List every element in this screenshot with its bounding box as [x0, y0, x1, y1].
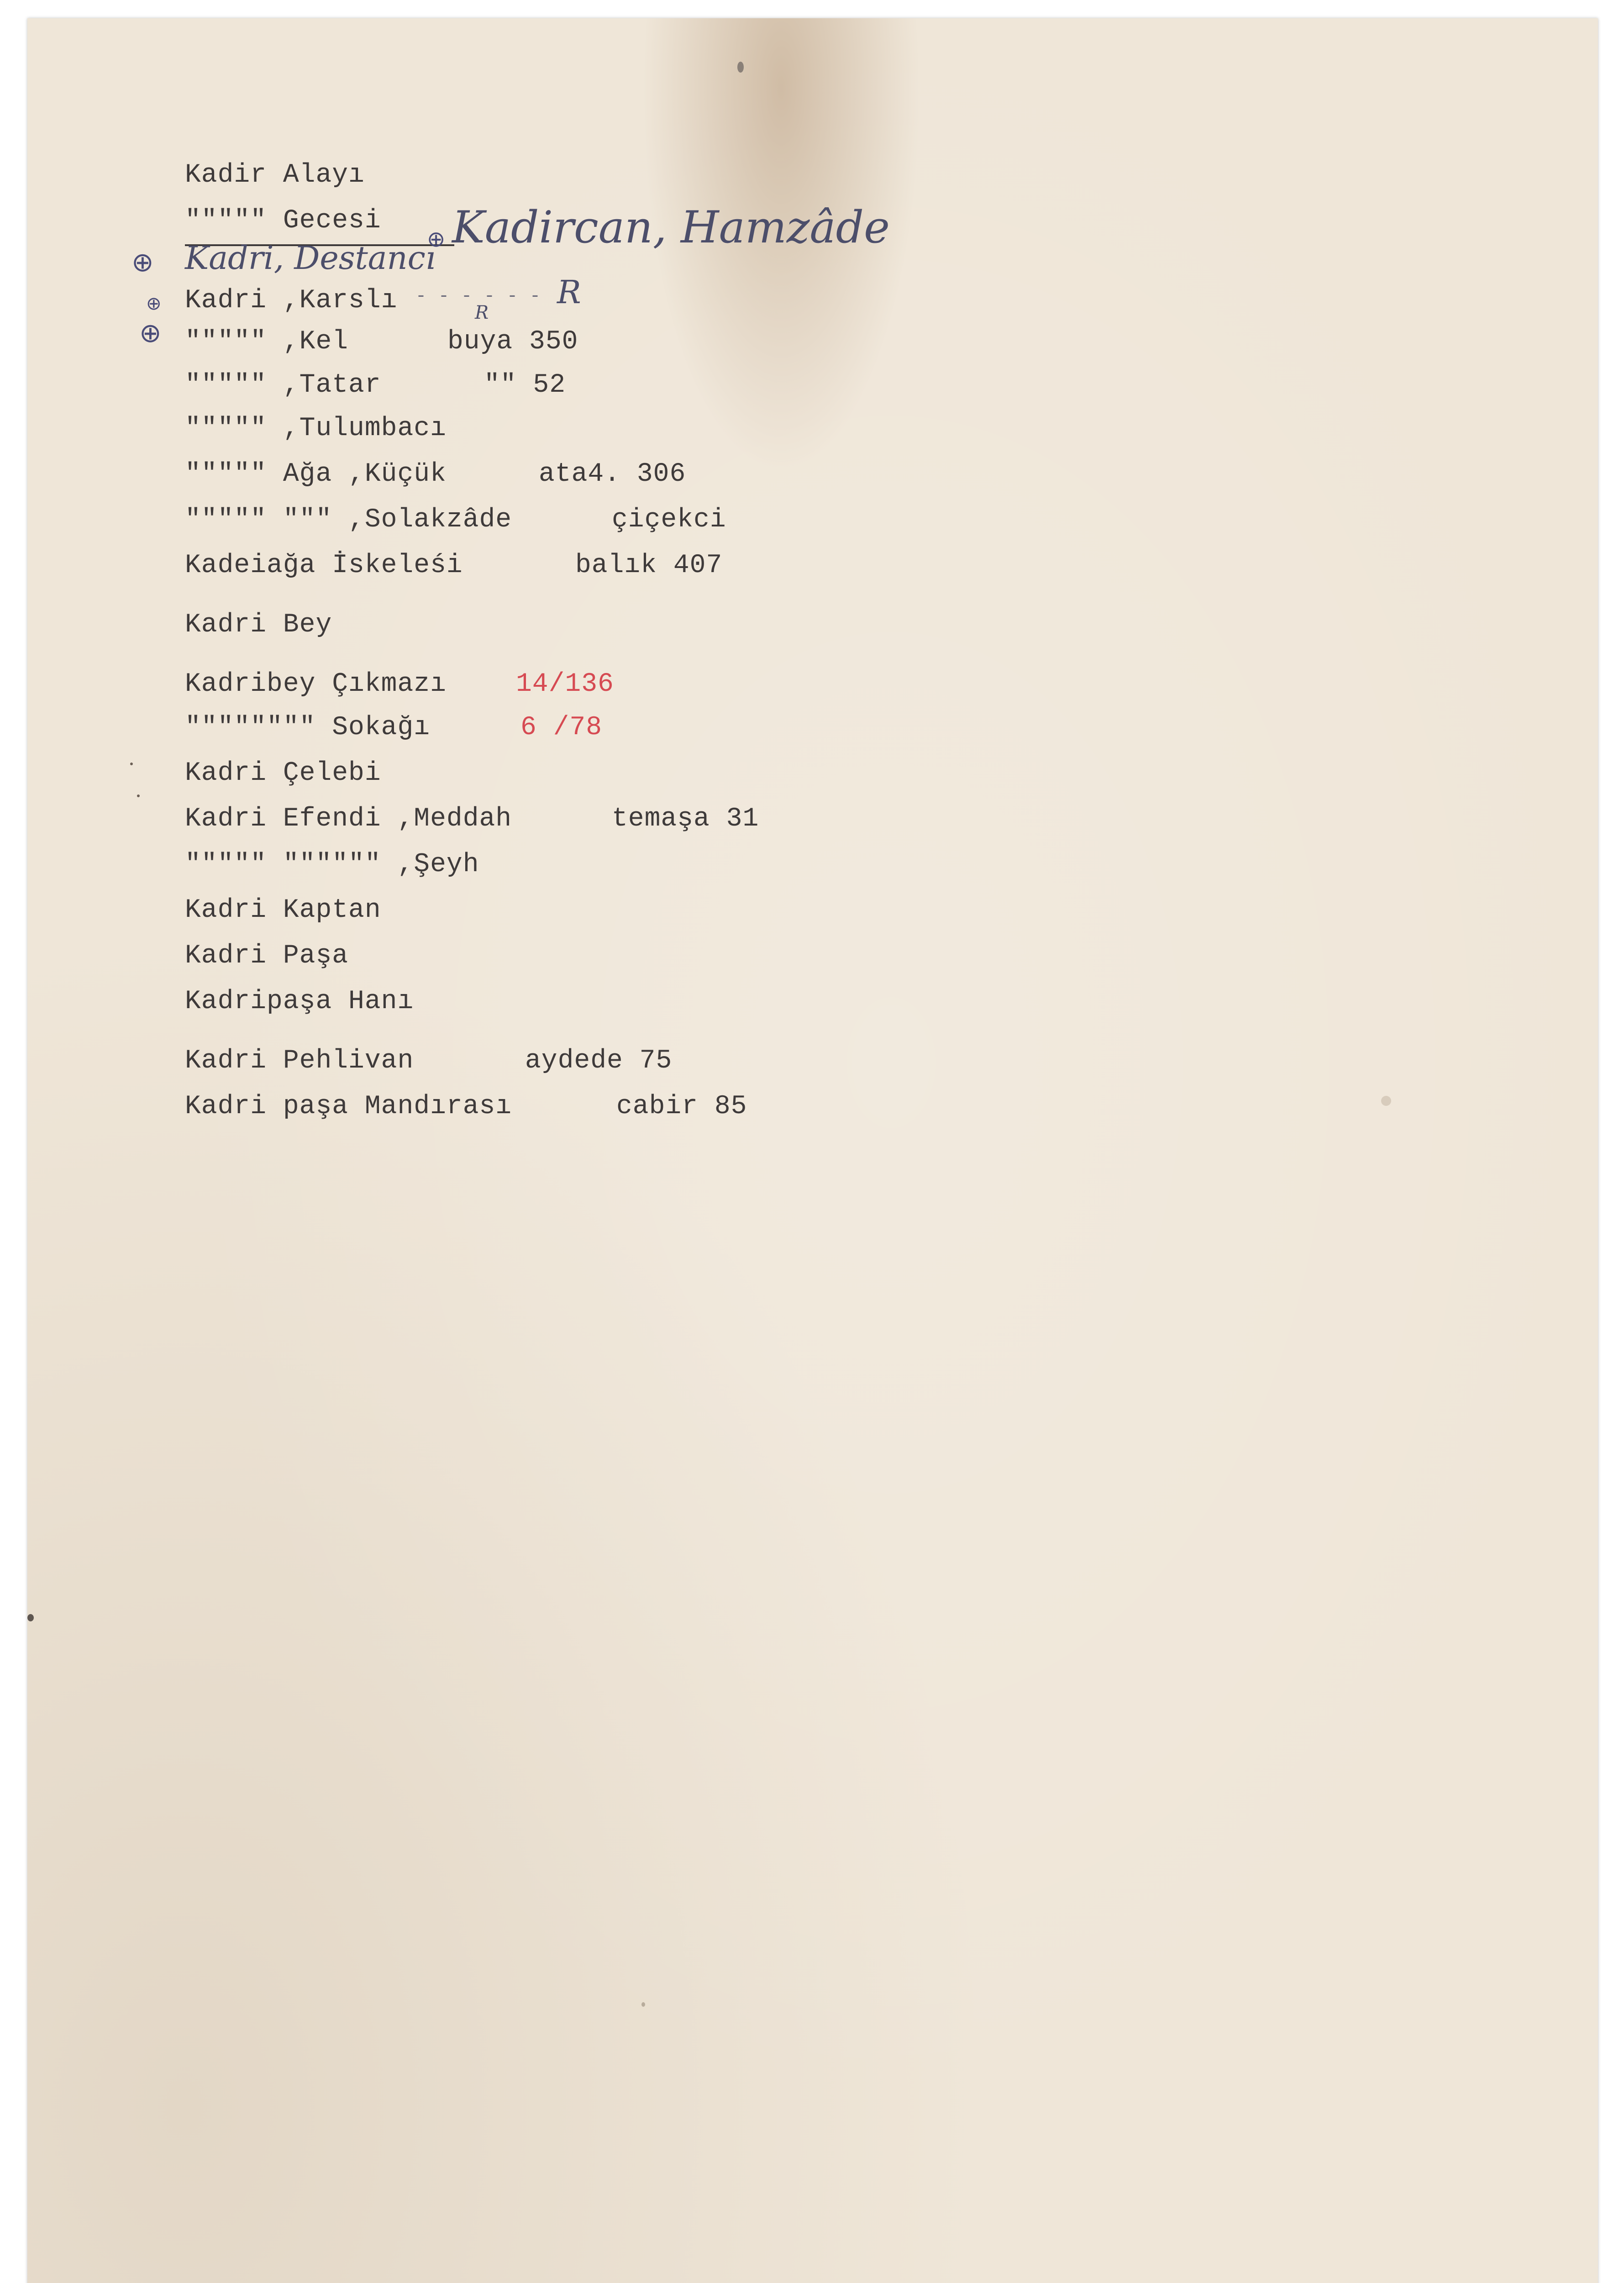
- entry-seyh: """"" """""" ,Şeyh: [185, 850, 479, 879]
- entry-kadir-alayi: Kadir Alayı: [185, 160, 365, 190]
- karsli-dashes: - - - - - -: [415, 286, 541, 307]
- entry-kadri-efendi: Kadri Efendi ,Meddah: [185, 804, 512, 834]
- entry-solakzade: """"" """ ,Solakzâde: [185, 505, 512, 535]
- entry-aga-kucuk-ref: ata4. 306: [539, 459, 686, 489]
- entry-kel: """"" ,Kel: [185, 327, 349, 357]
- entry-kadripasa-hani: Kadripaşa Hanı: [185, 987, 414, 1016]
- entry-kadeiaga-iskelesi: Kadeiağa İskeleśi: [185, 551, 463, 580]
- handwritten-kadri-destanci: Kadri, Destancı: [185, 239, 436, 277]
- paper-speck: [27, 1614, 34, 1621]
- entry-tatar: """"" ,Tatar: [185, 370, 381, 400]
- entry-aga-kucuk: """"" Ağa ,Küçük: [185, 459, 447, 489]
- paper-speck: [137, 794, 140, 797]
- entry-kadri-pasa: Kadri Paşa: [185, 941, 349, 971]
- entry-kadri-kaptan: Kadri Kaptan: [185, 895, 381, 925]
- entry-kadri-karsli: Kadri ,Karslı: [185, 286, 398, 316]
- entry-kadri-pasa-mandirasi: Kadri paşa Mandırası: [185, 1092, 512, 1121]
- entry-kadri-celebi: Kadri Çelebi: [185, 758, 381, 788]
- entry-kadri-bey: Kadri Bey: [185, 610, 332, 640]
- circle-plus-icon: ⊕: [139, 317, 162, 348]
- entry-kadeiaga-iskelesi-ref: balık 407: [575, 551, 723, 580]
- entry-tulumbaci: """"" ,Tulumbacı: [185, 414, 447, 443]
- paper-speck: [130, 763, 133, 765]
- entry-kadribey-cikmazi: Kadribey Çıkmazı: [185, 669, 447, 699]
- entry-kadribey-cikmazi-ref: 14/136: [516, 669, 614, 699]
- paper-speck: [1381, 1096, 1391, 1106]
- handwritten-karsli-note-2: R: [475, 302, 489, 323]
- handwritten-karsli-note: R: [557, 274, 581, 311]
- entry-kadri-pasa-mandirasi-ref: cabir 85: [616, 1092, 747, 1121]
- circle-plus-icon: ⊕: [146, 293, 162, 314]
- entry-kadri-efendi-ref: temaşa 31: [612, 804, 759, 834]
- paper-speck: [737, 62, 744, 73]
- entry-tatar-ref: "" 52: [484, 370, 566, 400]
- entry-kadri-pehlivan: Kadri Pehlivan: [185, 1046, 414, 1076]
- entry-sokagi: """""""" Sokağı: [185, 713, 431, 742]
- entry-solakzade-ref: çiçekci: [612, 505, 726, 535]
- paper-speck: [641, 2002, 645, 2007]
- entry-sokagi-ref: 6 /78: [520, 713, 603, 742]
- handwritten-kadircan: Kadircan, Hamzâde: [452, 202, 890, 253]
- circle-plus-icon: ⊕: [427, 226, 446, 252]
- entry-gecesi: """"" Gecesi: [185, 206, 381, 236]
- circle-plus-icon: ⊕: [131, 247, 154, 278]
- entry-kel-ref: buya 350: [447, 327, 578, 357]
- paper-sheet: [27, 18, 1598, 2283]
- entry-kadri-pehlivan-ref: aydede 75: [525, 1046, 673, 1076]
